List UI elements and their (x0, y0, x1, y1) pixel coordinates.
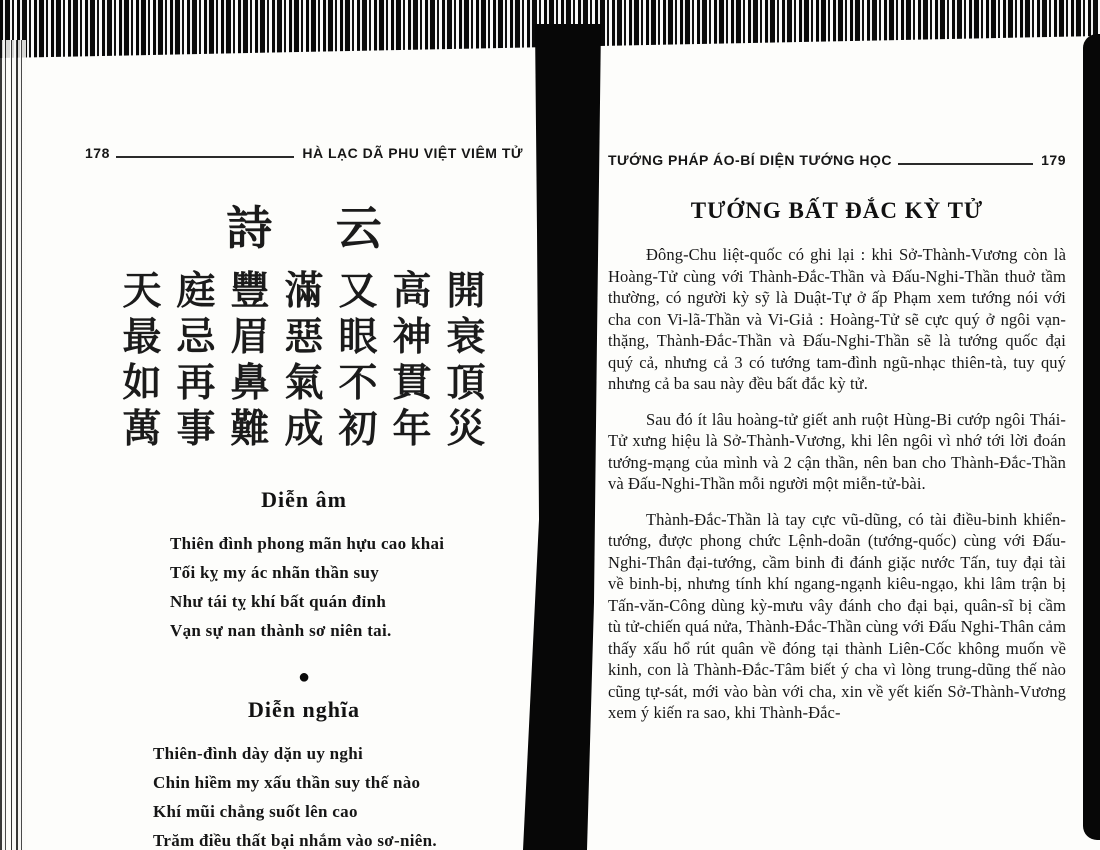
body-paragraph: Sau đó ít lâu hoàng-tử giết anh ruột Hùng-Bi cướp ngôi Thái-Tử xưng hiệu là Sở-Thành-Vương, khi lên ngôi vì nhớ tới lời đoán tướng-mạng của mình và 2 cận thần, nên ban cho Thành-Đắc-Thần và Đấu-Nghi-Thần mỗi người một miễn-tử-bài. (608, 409, 1066, 493)
verse-line: Thiên đình phong mãn hựu cao khai (170, 534, 445, 553)
verse-line: Chin hiềm my xấu thần suy thế nào (153, 773, 421, 792)
verse-line: Vạn sự nan thành sơ niên tai. (170, 621, 392, 640)
poem-row: 如再鼻氣不貫頂 (122, 362, 501, 405)
verse-line: Khí mũi chẳng suốt lên cao (153, 802, 358, 821)
right-page-number: 179 (1041, 152, 1066, 168)
poem-title: 詩 云 (226, 203, 408, 254)
left-running-title: HÀ LẠC DÃ PHU VIỆT VIÊM TỬ (302, 145, 523, 161)
section-divider-dot: ● (297, 666, 311, 688)
chapter-body (608, 244, 1066, 724)
right-page-header (608, 152, 1066, 168)
body-paragraph: Đông-Chu liệt-quốc có ghi lại : khi Sở-Thành-Vương còn là Hoàng-Tử cùng với Thành-Đắc-Thần và Đấu-Nghi-Thần thuở tầm thường, có người kỳ sỹ là Duật-Tự ở ấp Phạm xem tướng nói với cha con Vi-lã-Thần và Vi-Giả : Hoàng-Tử sẽ cực quý ở ngôi vạn-thặng, Thành-Đắc-Thần và Đấu-Nghi-Thần sẽ là tướng quốc đại quý cả, nhưng cả 3 có tướng tam-đình ngũ-nhạc thiên-tà, tuy quý nhưng cả ba sau này đều bất đắc kỳ tử. (608, 245, 1066, 393)
verse-line: Thiên-đình dày dặn uy nghi (153, 744, 364, 763)
book-page-edge-right (1083, 34, 1100, 840)
poem-row: 天庭豐滿又高開 (122, 270, 501, 313)
poem-row: 最忌眉惡眼神衰 (122, 316, 501, 359)
book-page-edges-left (0, 40, 26, 850)
dien-am-verse (85, 529, 523, 645)
right-header-rule (898, 163, 1033, 165)
right-page (608, 152, 1066, 738)
left-page-number: 178 (85, 145, 110, 161)
verse-line: Như tái tỵ khí bất quán đỉnh (170, 592, 387, 611)
book-gutter-shadow (523, 24, 607, 850)
verse-line: Trăm điều thất bại nhắm vào sơ-niên. (153, 831, 437, 850)
left-page (85, 145, 523, 850)
poem-row: 萬事難成初年災 (122, 408, 501, 451)
dien-nghia-verse (85, 739, 523, 850)
chapter-title: TƯỚNG BẤT ĐẮC KỲ TỬ (690, 198, 984, 223)
left-page-header (85, 145, 523, 161)
left-header-rule (116, 156, 295, 158)
verse-line: Tối kỵ my ác nhãn thần suy (170, 563, 380, 582)
body-paragraph: Thành-Đắc-Thần là tay cực vũ-dũng, có tài điều-binh khiển-tướng, được phong chức Lệnh-doãn (tướng-quốc) cùng với Đấu-Nghi-Thân đại-tướng, cầm binh đi đánh giặc nước Tấn, tuy đại tài về binh-bị, nhưng tính khí ngang-ngạnh kiêu-ngạo, khi lâm trận bị Tấn-văn-Công dùng kỳ-mưu vây đánh cho đại bại, quân-sĩ bị cầm tù tử-chiến quá nửa, Thành-Đắc-Thần cùng với Đấu Nghi-Thân cảm thấy xấu hổ rút quân về đóng tại thành Liên-Cốc không muốn về kinh, con là Thành-Đắc-Tâm biết ý cha vì lòng trung-dũng thế nào cũng tự-sát, mới vào bàn với cha, xin về yết kiến Sở-Thành-Vương xem ý kiến ra sao, khi Thành-Đắc- (608, 509, 1066, 722)
dien-nghia-heading: Diễn nghĩa (247, 697, 361, 722)
chinese-poem (85, 269, 523, 453)
dien-am-heading: Diễn âm (261, 487, 347, 512)
right-running-title: TƯỚNG PHÁP ÁO-BÍ DIỆN TƯỚNG HỌC (608, 152, 893, 168)
